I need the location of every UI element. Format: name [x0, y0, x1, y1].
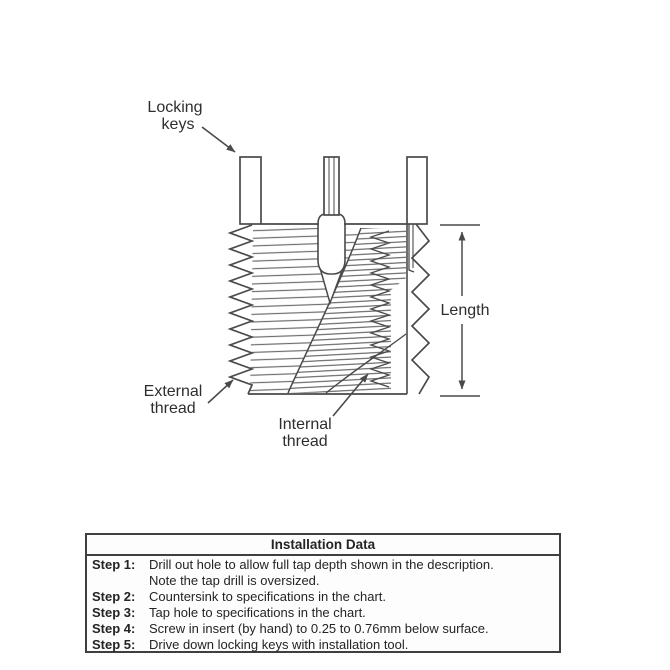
- table-title: Installation Data: [87, 535, 559, 556]
- step-text: [149, 605, 555, 621]
- table-row-step-4: [92, 621, 555, 637]
- pin-capsule: [318, 214, 345, 274]
- step-text-line: Screw in insert (by hand) to 0.25 to 0.76mm below surface.: [149, 621, 489, 636]
- table-row-step-2: [92, 589, 555, 605]
- step-text: [149, 621, 555, 637]
- step-text-line: Note the tap drill is oversized.: [149, 573, 320, 588]
- table-row-step-1: [92, 557, 555, 589]
- external-thread-label-line2: thread: [150, 400, 196, 417]
- table-row-step-5: [92, 637, 555, 653]
- step-label: Step 1:: [92, 557, 136, 572]
- locking-key-right: [407, 157, 427, 224]
- step-text-line: Drill out hole to allow full tap depth shown in the description.: [149, 557, 494, 572]
- step-text: [149, 589, 555, 605]
- locking-keys-label-line2: keys: [161, 116, 195, 133]
- table-body: [87, 556, 559, 653]
- step-text: [149, 557, 555, 589]
- installation-data-table: [85, 533, 561, 653]
- locking-keys-arrow: [202, 127, 235, 152]
- step-text: [149, 637, 555, 653]
- internal-thread-label-line2: thread: [282, 433, 328, 450]
- locking-keys-label-line1: Locking: [147, 99, 203, 116]
- external-thread-zigzag-right: [412, 224, 429, 394]
- external-thread-callout: [144, 380, 233, 417]
- external-thread-label-line1: External: [143, 383, 203, 400]
- step-text-line: Drive down locking keys with installation tool.: [149, 637, 409, 652]
- length-label: Length: [440, 302, 490, 319]
- external-thread-zigzag-left: [230, 225, 252, 394]
- step-text-line: Tap hole to specifications in the chart.: [149, 605, 366, 620]
- internal-thread-label-line1: Internal: [278, 416, 332, 433]
- step-label: Step 3:: [92, 605, 136, 620]
- locking-keys: [240, 157, 427, 224]
- locking-keys-callout: [147, 99, 235, 152]
- locking-key-left: [240, 157, 261, 224]
- locking-key-middle: [324, 157, 339, 215]
- external-thread-arrow: [208, 380, 233, 403]
- step-label: Step 5:: [92, 637, 136, 652]
- step-label: Step 4:: [92, 621, 136, 636]
- step-text-line: Countersink to specifications in the chart.: [149, 589, 387, 604]
- table-row-step-3: [92, 605, 555, 621]
- step-label: Step 2:: [92, 589, 136, 604]
